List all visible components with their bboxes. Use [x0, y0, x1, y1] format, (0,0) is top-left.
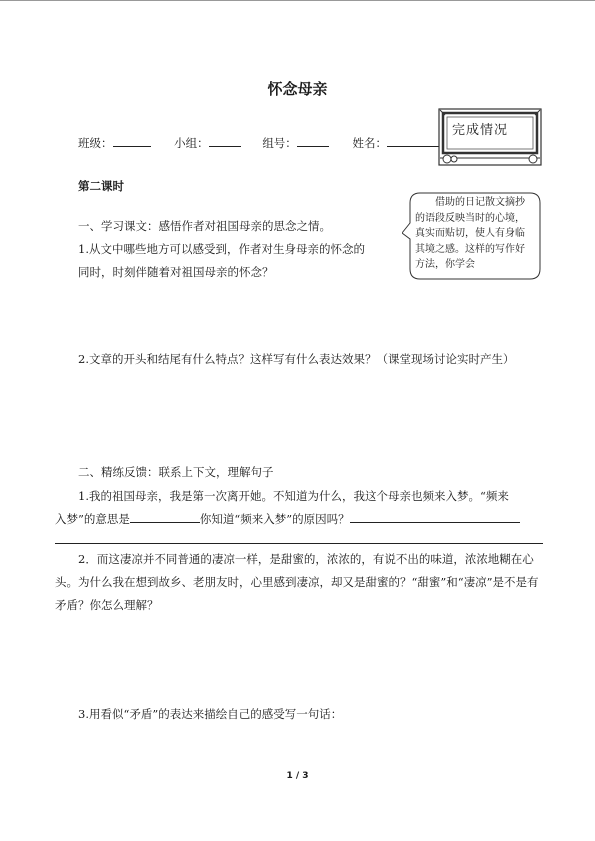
completion-badge-text: 完成情况 — [452, 123, 509, 138]
part1-question-2: 2.文章的开头和结尾有什么特点？这样写有什么表达效果？（课堂现场讨论实时产生） — [78, 352, 515, 366]
group-field — [174, 135, 241, 151]
class-field — [78, 135, 151, 151]
name-field — [352, 135, 445, 151]
page-top-border — [0, 0, 595, 1]
part2-question-1-line1: 1.我的祖国母亲，我是第一次离开她。不知道为什么，我这个母亲也频来入梦。“频来 — [78, 489, 509, 503]
group-label: 小组： — [174, 136, 209, 150]
reason-answer-blank[interactable] — [350, 510, 520, 523]
team-blank[interactable] — [297, 136, 329, 147]
name-blank[interactable] — [387, 136, 445, 147]
meaning-answer-blank[interactable] — [130, 510, 200, 523]
answer-line[interactable] — [55, 543, 543, 544]
group-blank[interactable] — [209, 136, 241, 147]
completion-badge — [438, 108, 542, 166]
team-label: 组号： — [262, 136, 297, 150]
part2-q1-text-b: 你知道“频来入梦”的原因吗？ — [199, 512, 350, 526]
part1-heading: 一、学习课文：感悟作者对祖国母亲的思念之情。 — [78, 219, 331, 233]
part2-question-2: 2．而这凄凉并不同普通的凄凉一样，是甜蜜的，浓浓的，有说不出的味道，浓浓地糊在心头。为什么我在想到故乡、老朋友时，心里感到凄凉，却又是甜蜜的？“甜蜜”和“凄凉”是不是有矛盾？你怎么理解？ — [55, 552, 539, 612]
class-label: 班级： — [78, 136, 113, 150]
part2-question-1-line2 — [55, 508, 543, 531]
part2-question-3: 3.用看似“矛盾”的表达来描绘自己的感受写一句话： — [78, 707, 343, 721]
team-field — [262, 135, 329, 151]
part2-q1-text-a: 入梦”的意思是 — [55, 512, 130, 526]
part2-heading: 二、精练反馈：联系上下文，理解句子 — [78, 465, 274, 479]
page-title: 怀念母亲 — [267, 80, 328, 98]
name-label: 姓名： — [352, 136, 387, 150]
page-number: 1 / 3 — [286, 771, 309, 781]
part1-question-1: 1.从文中哪些地方可以感受到，作者对生身母亲的怀念的同时，时刻伴随着对祖国母亲的怀念？ — [78, 242, 365, 279]
lesson-heading: 第二课时 — [78, 179, 124, 193]
class-blank[interactable] — [113, 136, 151, 147]
student-info-row — [78, 135, 459, 151]
tip-text: 借助的日记散文摘抄的语段反映当时的心境，真实而贴切，使人有身临其境之感。这样的写作好方法，你学会 — [415, 197, 525, 270]
